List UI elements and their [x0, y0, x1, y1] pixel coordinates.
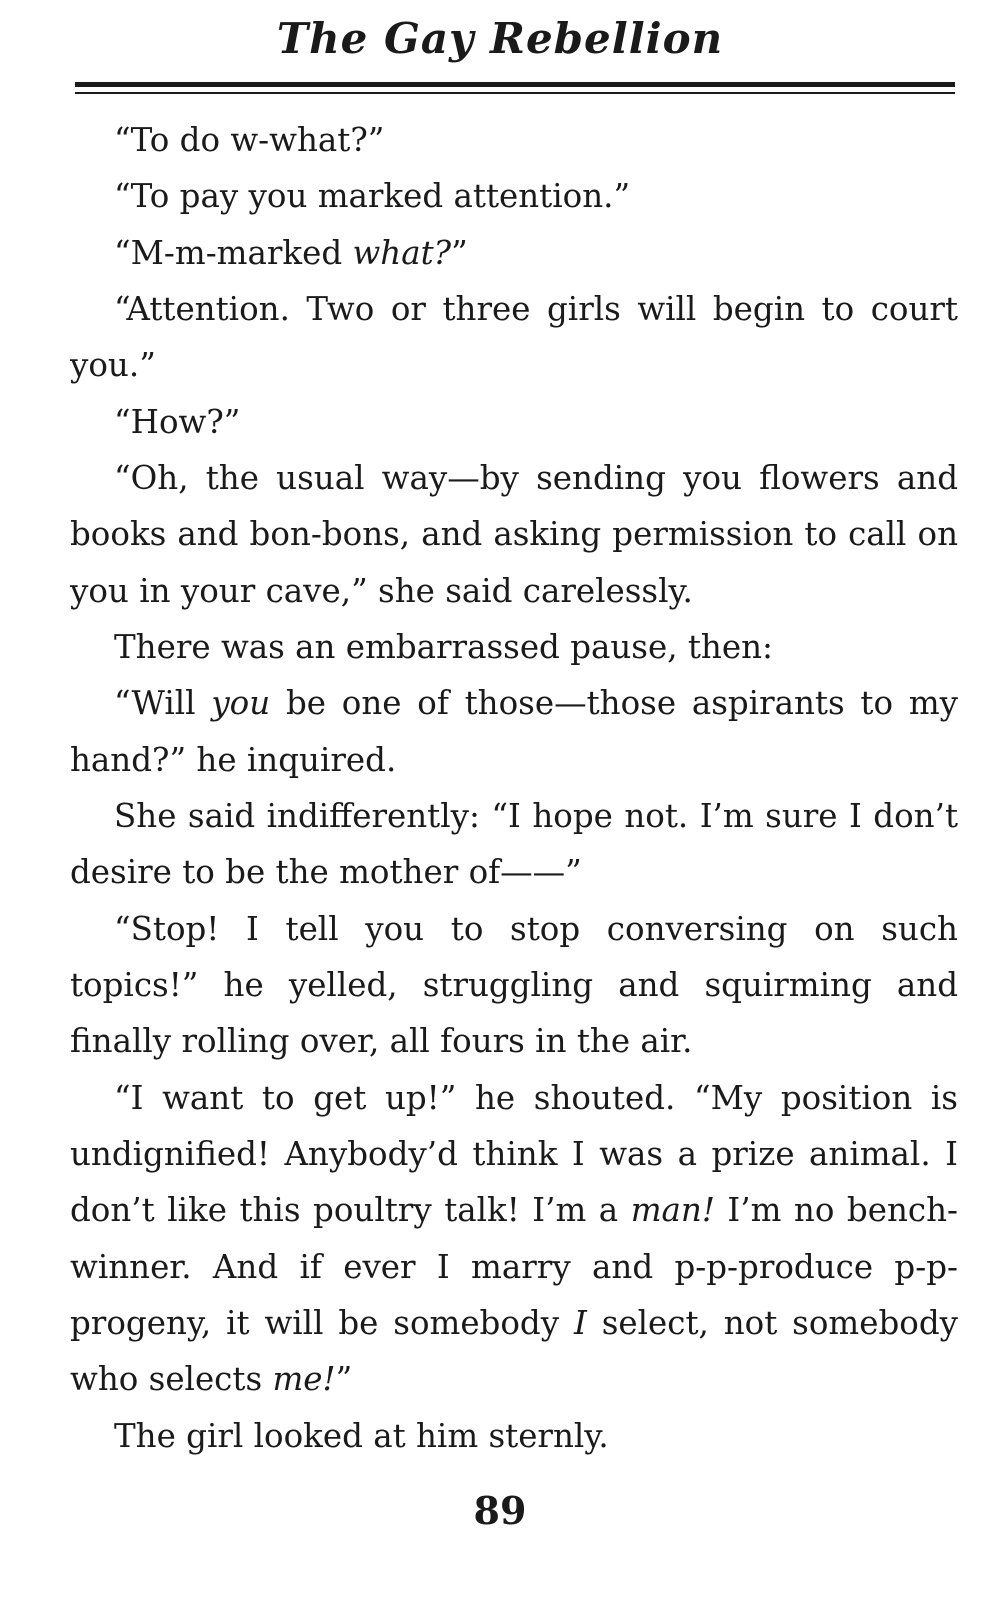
body-text: [70, 112, 958, 1464]
paragraph-text: be one of those—those aspirants to my hand?” he inquired.: [70, 684, 958, 779]
paragraph-text: There was an embarrassed pause, then:: [114, 627, 773, 666]
italic-text: I: [573, 1303, 587, 1342]
paragraph-text: “I want to get up!” he shouted. “My position is undignified! Anybody’d think I was a prize animal. I don’t like this poultry talk! I’m a: [70, 1078, 958, 1230]
paragraph-text: “To pay you marked attention.”: [114, 177, 631, 216]
paragraph: [70, 619, 958, 675]
running-head: The Gay Rebellion: [276, 14, 724, 63]
paragraph-text: “How?”: [114, 402, 241, 441]
paragraph-text: “M-m-marked: [114, 233, 353, 272]
paragraph: [70, 675, 958, 788]
paragraph: [70, 168, 958, 224]
paragraph: [70, 788, 958, 901]
paragraph-text: “Attention. Two or three girls will begin to court you.”: [70, 289, 958, 385]
paragraph-text: select, not somebody who selects: [70, 1303, 958, 1399]
italic-text: me!: [272, 1360, 336, 1399]
italic-text: man!: [630, 1191, 715, 1230]
paragraph-text: ”: [451, 233, 468, 272]
paragraph-text: The girl looked at him sternly.: [114, 1416, 609, 1455]
paragraph: [70, 901, 958, 1070]
paragraph-text: ”: [335, 1360, 353, 1399]
paragraph: [70, 1070, 958, 1408]
paragraph: [70, 450, 958, 619]
italic-text: you: [211, 684, 271, 723]
paragraph: [70, 281, 958, 394]
paragraph-text: “Stop! I tell you to stop conversing on such topics!” he yelled, struggling and squirming and finally rolling over, all fours in the air.: [70, 909, 958, 1061]
paragraph-text: I’m no bench-winner. And if ever I marry and p-p-produce p-p-progeny, it will be somebody: [70, 1191, 959, 1342]
paragraph-text: “To do w-what?”: [114, 121, 385, 159]
header-rule-thin: [75, 92, 955, 94]
italic-text: what?: [352, 233, 452, 272]
paragraph: [70, 225, 958, 281]
page-number: 89: [473, 1488, 527, 1533]
paragraph: [70, 1408, 958, 1464]
paragraph-text: “Will: [114, 684, 212, 723]
header-rule-thick: [75, 82, 955, 87]
paragraph: [70, 394, 958, 450]
paragraph: [70, 112, 958, 168]
paragraph-text: “Oh, the usual way—by sending you flowers and books and bon-bons, and asking permission to call on you in your cave,” she said carelessly.: [70, 458, 958, 610]
paragraph-text: She said indifferently: “I hope not. I’m sure I don’t desire to be the mother of——”: [70, 796, 958, 892]
